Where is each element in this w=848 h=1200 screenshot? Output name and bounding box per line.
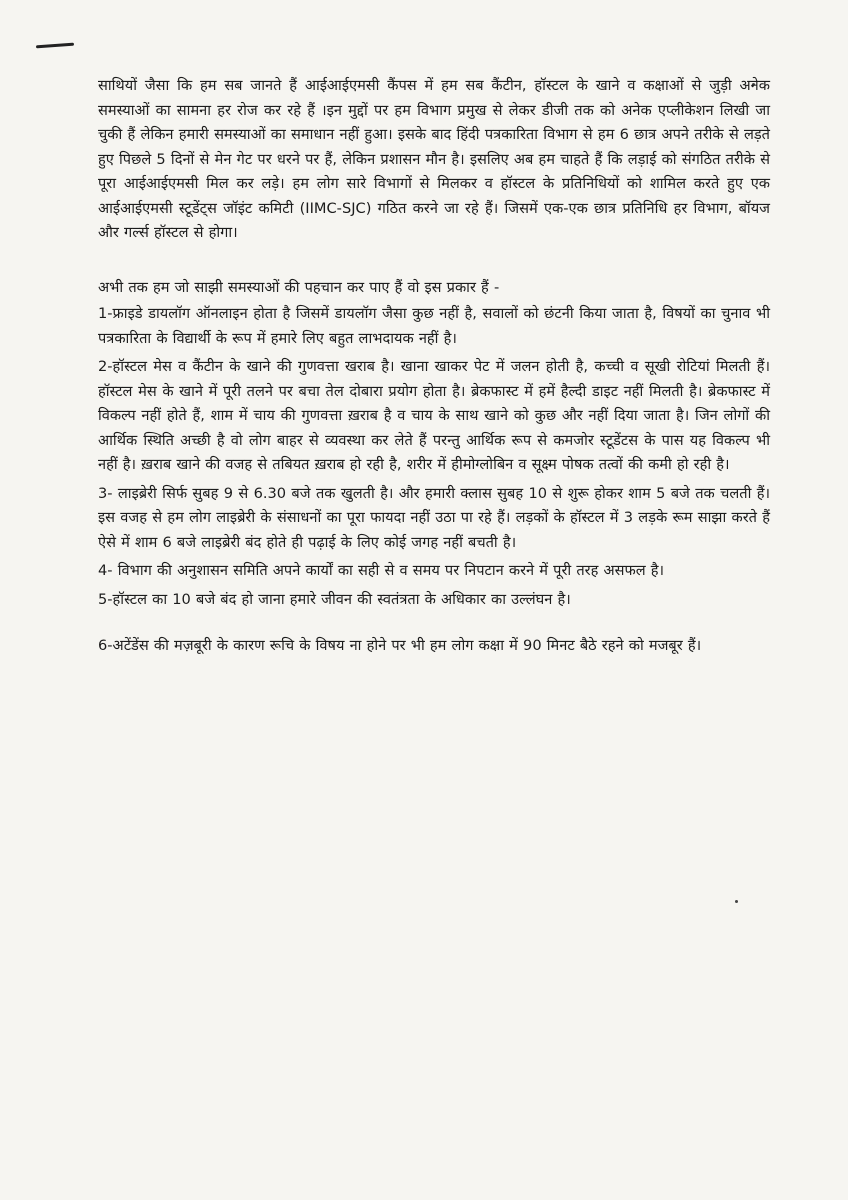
letter-body — [98, 74, 770, 663]
issue-item-6: 6-अटेंडेंस की मज़बूरी के कारण रूचि के विषय ना होने पर भी हम लोग कक्षा में 90 मिनट बैठे रहने को मजबूर हैं। — [98, 637, 702, 654]
scan-pen-mark — [36, 43, 74, 49]
issues-lead-line: अभी तक हम जो साझी समस्याओं की पहचान कर पाए हैं वो इस प्रकार हैं - — [98, 278, 500, 296]
intro-paragraph: साथियों जैसा कि हम सब जानते हैं आईआईएमसी कैंपस में हम सब कैंटीन, हॉस्टल के खाने व कक्षाओं से जुड़ी अनेक समस्याओं का सामना हर रोज कर रहे हैं ।इन मुद्दों पर हम विभाग प्रमुख से लेकर डीजी तक को अनेक एप्लीकेशन लिखी जा चुकी हैं लेकिन हमारी समस्याओं का समाधान नहीं हुआ। इसके बाद हिंदी पत्रकारिता विभाग से हम 6 छात्र अपने तरीके से लड़ते हुए पिछले 5 दिनों से मेन गेट पर धरने पर हैं, लेकिन प्रशासन मौन है। इसलिए अब हम चाहते हैं कि लड़ाई को संगठित तरीके से पूरा आईआईएमसी मिल कर लड़े। हम लोग सारे विभागों से मिलकर व हॉस्टल के प्रतिनिधियों को शामिल करते हुए एक आईआईएमसी स्टूडेंट्स जॉइंट कमिटी (IIMC-SJC) गठित करने जा रहे हैं। जिसमें एक-एक छात्र प्रतिनिधि हर विभाग, बॉयज और गर्ल्स हॉस्टल से होगा। — [98, 77, 770, 241]
issue-item-5: 5-हॉस्टल का 10 बजे बंद हो जाना हमारे जीवन की स्वतंत्रता के अधिकार का उल्लंघन है। — [98, 590, 571, 608]
issue-item-1: 1-फ्राइडे डायलॉग ऑनलाइन होता है जिसमें डायलॉग जैसा कुछ नहीं है, सवालों को छंटनी किया जाता है, विषयों का चुनाव भी पत्रकारिता के विद्यार्थी के रूप में हमारे लिए बहुत लाभदायक नहीं है। — [98, 305, 770, 347]
issue-item-2: 2-हॉस्टल मेस व कैंटीन के खाने की गुणवत्ता खराब है। खाना खाकर पेट में जलन होती है, कच्ची व सूखी रोटियां मिलती हैं। हॉस्टल मेस के खाने में पूरी तलने पर बचा तेल दोबारा प्रयोग होता है। ब्रेकफास्ट में हमें हैल्दी डाइट नहीं मिलती है। ब्रेकफास्ट में विकल्प नहीं होते हैं, शाम में चाय की गुणवत्ता ख़राब है व चाय के साथ खाने को कुछ और नहीं दिया जाता है। जिन लोगों की आर्थिक स्थिति अच्छी है वो लोग बाहर से व्यवस्था कर लेते हैं परन्तु आर्थिक रूप से कमजोर स्टूडेंटस के पास यह विकल्प भी नहीं है। ख़राब खाने की वजह से तबियत ख़राब हो रही है, शरीर में हीमोग्लोबिन व सूक्ष्म पोषक तत्वों की कमी हो रही है। — [98, 358, 770, 473]
issue-item-4: 4- विभाग की अनुशासन समिति अपने कार्यों का सही से व समय पर निपटान करने में पूरी तरह असफल है। — [98, 562, 665, 579]
issue-item-3: 3- लाइब्रेरी सिर्फ सुबह 9 से 6.30 बजे तक खुलती है। और हमारी क्लास सुबह 10 से शुरू होकर शाम 5 बजे तक चलती हैं। इस वजह से हम लोग लाइब्रेरी के संसाधनों का पूरा फायदा नहीं उठा पा रहे हैं। लड़कों के हॉस्टल में 3 लड़के रूम साझा करते हैं ऐसे में शाम 6 बजे लाइब्रेरी बंद होते ही पढ़ाई के लिए कोई जगह नहीं बचती है। — [98, 484, 770, 551]
scan-speck — [735, 900, 738, 903]
